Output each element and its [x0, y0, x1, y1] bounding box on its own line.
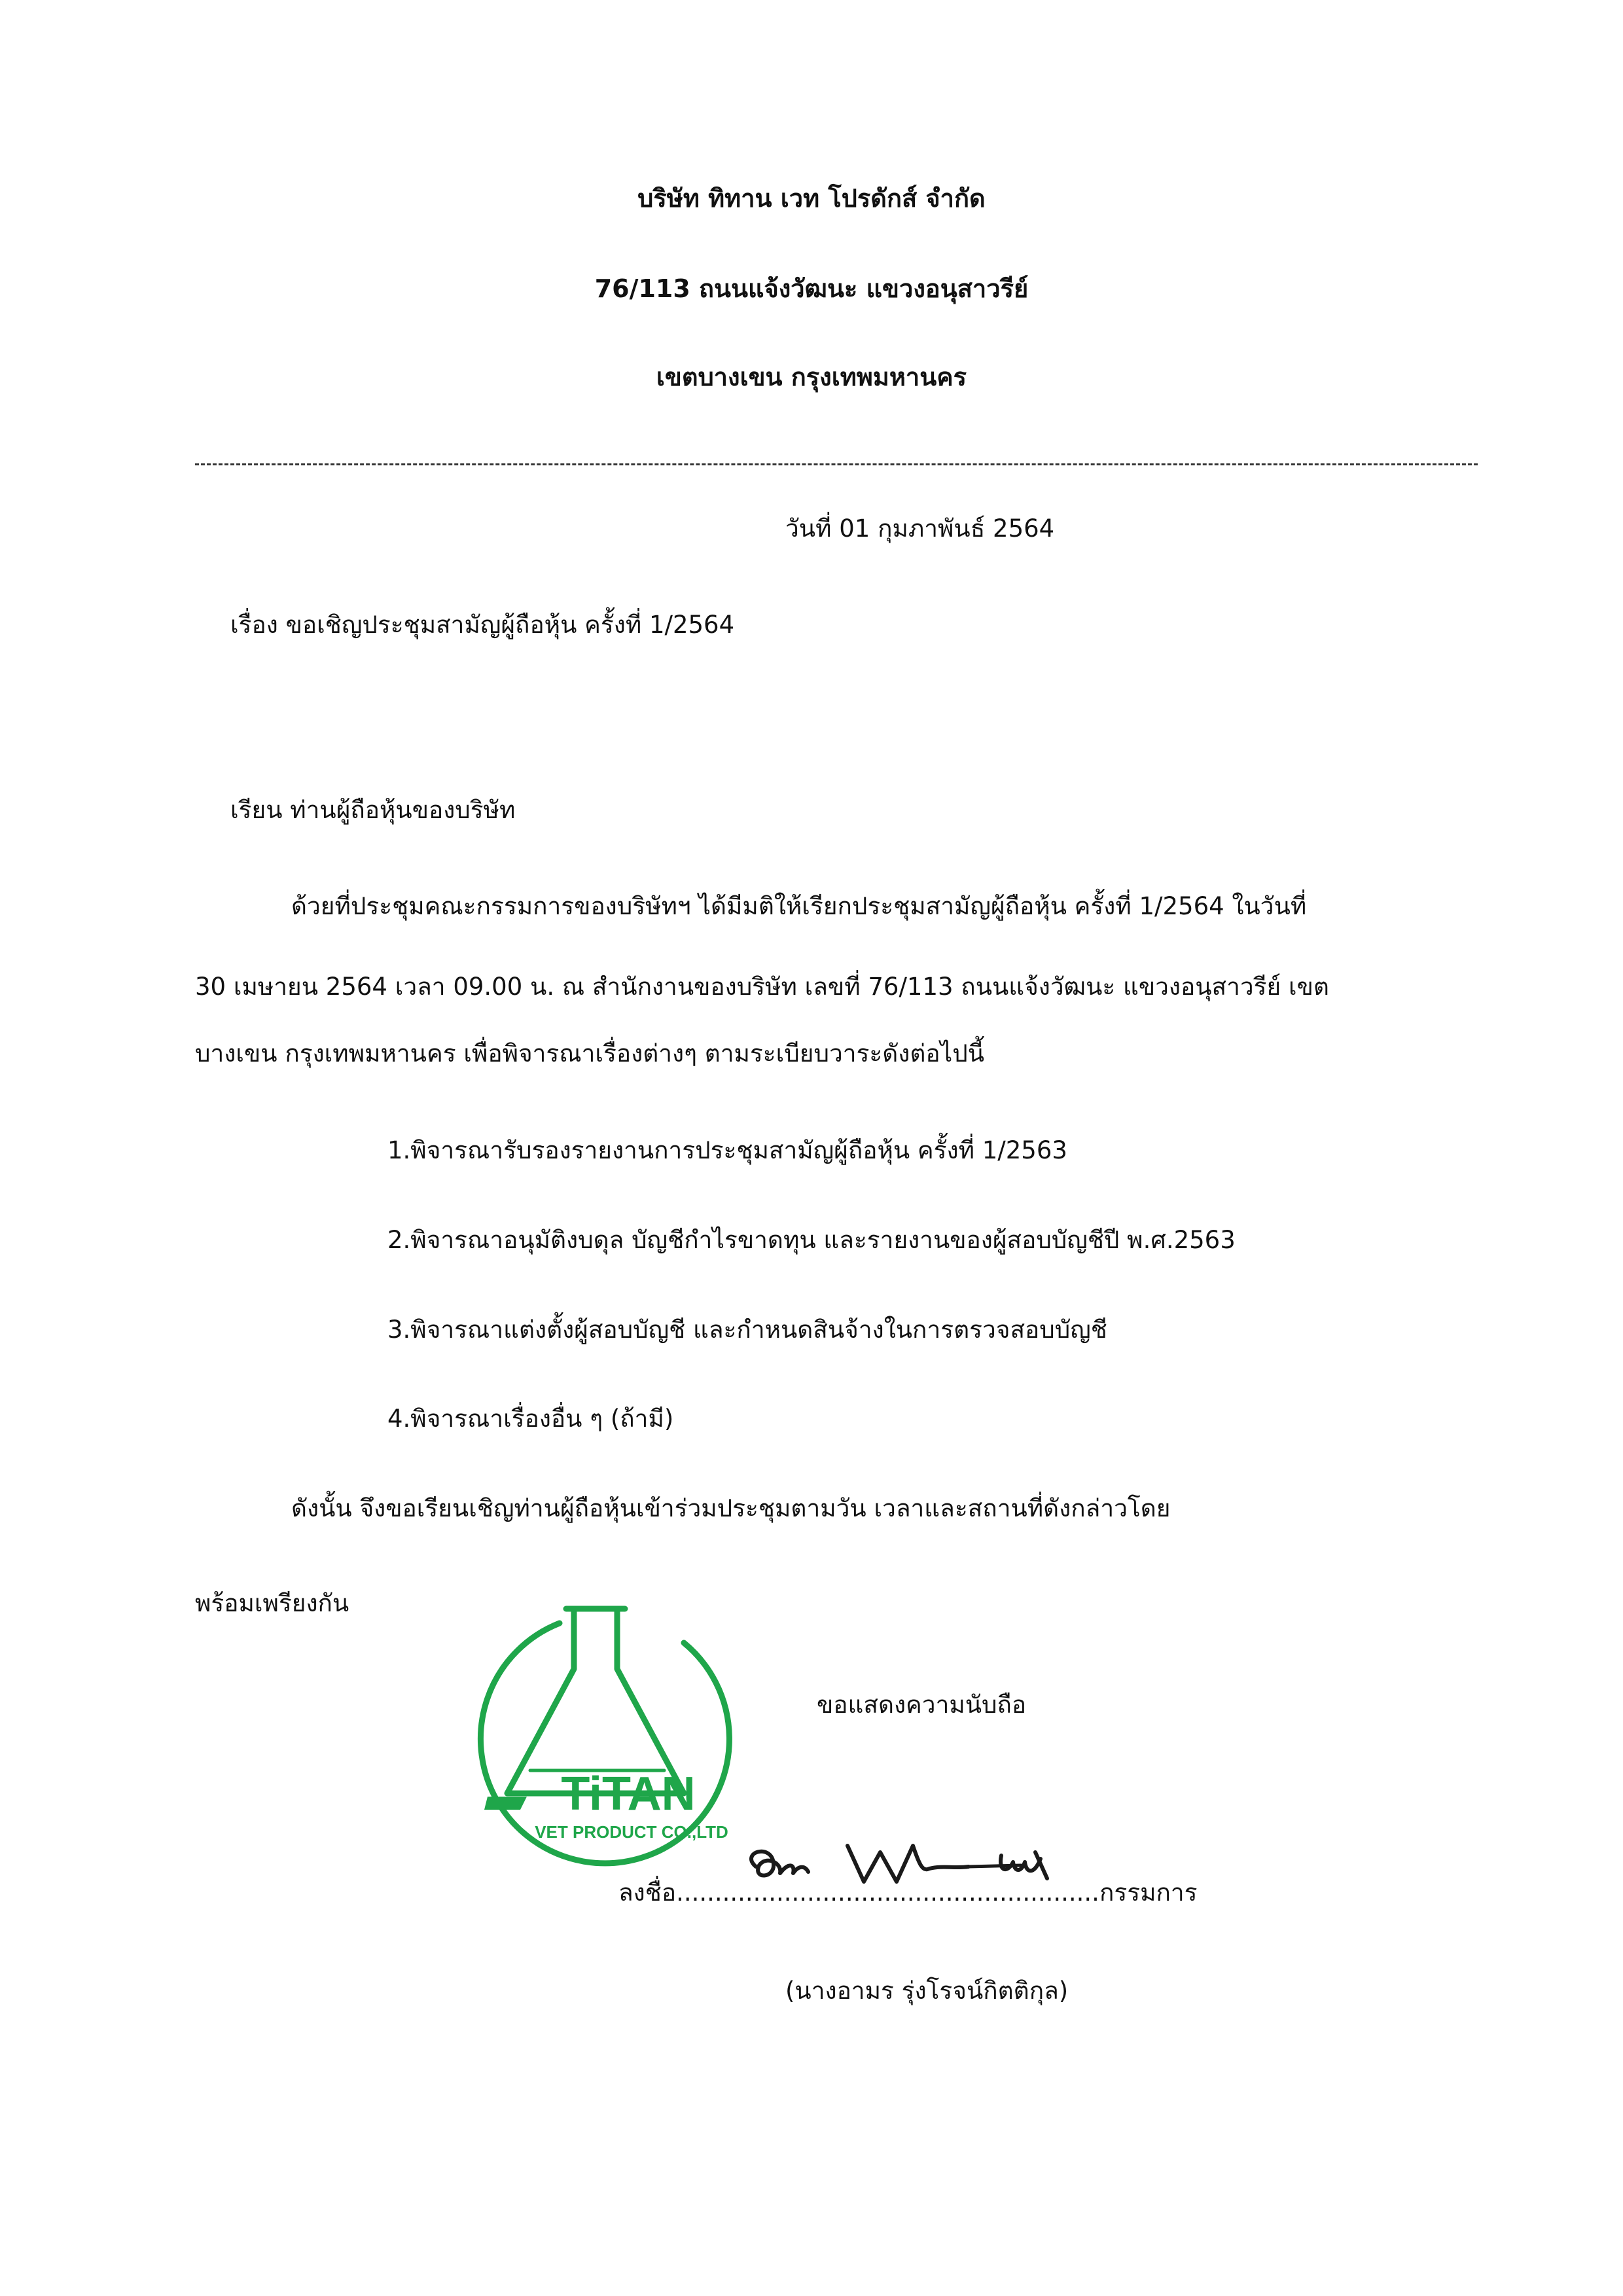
body-line-2: 30 เมษายน 2564 เวลา 09.00 น. ณ สำนักงานของบริษัท เลขที่ 76/113 ถนนแจ้งวัฒนะ แขวงอนุสาวรีย์ เขต	[195, 973, 1329, 1001]
agenda-item-1: 1.พิจารณารับรองรายงานการประชุมสามัญผู้ถือหุ้น ครั้งที่ 1/2563	[387, 1136, 1067, 1164]
signature-line: ลงชื่อ.......................................................กรรมการ	[618, 1878, 1198, 1907]
body-line-3: บางเขน กรุงเทพมหานคร เพื่อพิจารณาเรื่องต่างๆ ตามระเบียบวาระดังต่อไปนี้	[195, 1039, 984, 1067]
company-address-line2: เขตบางเขน กรุงเทพมหานคร	[656, 363, 967, 391]
closing-line-1: ดังนั้น จึงขอเรียนเชิญท่านผู้ถือหุ้นเข้าร่วมประชุมตามวัน เวลาและสถานที่ดังกล่าวโดย	[291, 1494, 1171, 1522]
body-line-1: ด้วยที่ประชุมคณะกรรมการของบริษัทฯ ได้มีมติให้เรียกประชุมสามัญผู้ถือหุ้น ครั้งที่ 1/2564 ในวันที่	[291, 892, 1307, 920]
agenda-item-4: 4.พิจารณาเรื่องอื่น ๆ (ถ้ามี)	[387, 1405, 674, 1433]
letter-salutation: เรียน ท่านผู้ถือหุ้นของบริษัท	[230, 796, 516, 824]
letter-subject: เรื่อง ขอเชิญประชุมสามัญผู้ถือหุ้น ครั้งที่ 1/2564	[230, 611, 735, 639]
stamp-bar-left	[484, 1797, 527, 1810]
regards-text: ขอแสดงความนับถือ	[817, 1691, 1027, 1719]
agenda-item-3: 3.พิจารณาแต่งตั้งผู้สอบบัญชี และกำหนดสินจ้างในการตรวจสอบบัญชี	[387, 1316, 1107, 1344]
stamp-subtitle: VET PRODUCT CO.,LTD	[535, 1822, 728, 1842]
company-stamp	[468, 1597, 743, 1872]
stamp-brand: TiTAN	[561, 1768, 696, 1820]
header-divider	[195, 463, 1478, 465]
company-name: บริษัท ทิทาน เวท โปรดักส์ จำกัด	[637, 184, 986, 213]
company-address-line1: 76/113 ถนนแจ้งวัฒนะ แขวงอนุสาวรีย์	[594, 274, 1029, 303]
closing-line-2: พร้อมเพรียงกัน	[195, 1589, 349, 1617]
letter-date: วันที่ 01 กุมภาพันธ์ 2564	[785, 514, 1055, 543]
agenda-item-2: 2.พิจารณาอนุมัติงบดุล บัญชีกำไรขาดทุน และรายงานของผู้สอบบัญชีปี พ.ศ.2563	[387, 1226, 1236, 1254]
signatory-name: (นางอามร รุ่งโรจน์กิตติกุล)	[785, 1977, 1069, 2005]
